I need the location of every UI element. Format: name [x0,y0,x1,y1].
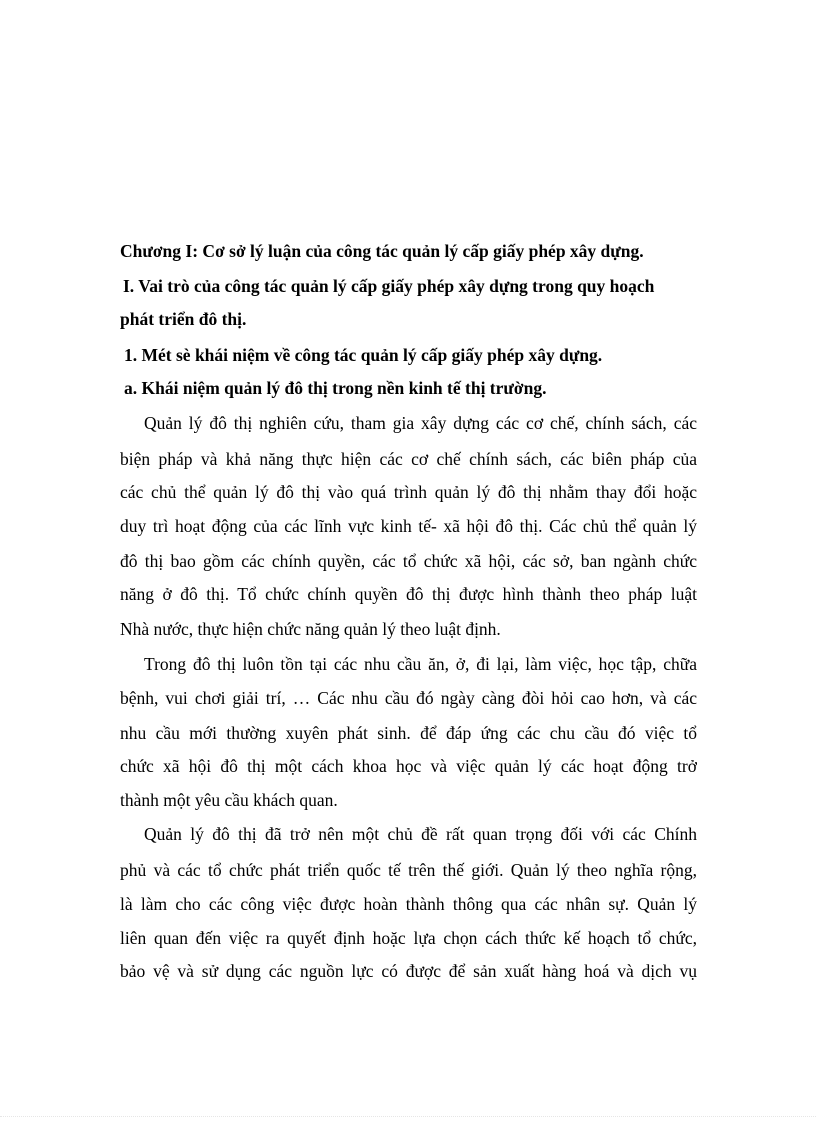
paragraph-1-line-6: năng ở đô thị. Tổ chức chính quyền đô thị được hình thành theo pháp luật [120,584,697,604]
paragraph-3-line-4: liên quan đến việc ra quyết định hoặc lựa chọn cách thức kế hoạch tổ chức, [120,928,697,948]
paragraph-1-line-2: biện pháp và khả năng thực hiện các cơ chế chính sách, các biên pháp của [120,449,697,469]
section-heading-line-1: I. Vai trò của công tác quản lý cấp giấy phép xây dựng trong quy hoạch [123,276,655,296]
paragraph-1-line-5: đô thị bao gồm các chính quyền, các tổ chức xã hội, các sở, ban ngành chức [120,551,697,571]
paragraph-1-line-4: duy trì hoạt động của các lĩnh vực kinh tế- xã hội đô thị. Các chủ thể quản lý [120,516,697,536]
subsection-heading: 1. Mét sè khái niệm về công tác quản lý cấp giấy phép xây dựng. [124,345,603,365]
page-bottom-divider [0,1116,816,1117]
paragraph-2-line-5: thành một yêu cầu khách quan. [120,790,338,810]
paragraph-2-line-2: bệnh, vui chơi giải trí, … Các nhu cầu đó ngày càng đòi hỏi cao hơn, và các [120,688,697,708]
item-heading: a. Khái niệm quản lý đô thị trong nền kinh tế thị trường. [124,378,547,398]
section-heading-line-2: phát triển đô thị. [120,309,247,329]
paragraph-1-line-7: Nhà nước, thực hiện chức năng quản lý theo luật định. [120,619,501,639]
paragraph-3-line-2: phủ và các tổ chức phát triển quốc tế trên thế giới. Quản lý theo nghĩa rộng, [120,860,697,880]
paragraph-3-line-3: là làm cho các công việc được hoàn thành thông qua các nhân sự. Quản lý [120,894,697,914]
paragraph-2-line-3: nhu cầu mới thường xuyên phát sinh. để đáp ứng các chu cầu đó việc tổ [120,723,697,743]
paragraph-3-line-5: bảo vệ và sử dụng các nguồn lực có được để sản xuất hàng hoá và dịch vụ [120,961,697,981]
paragraph-3-line-1: Quản lý đô thị đã trở nên một chủ đề rất quan trọng đối với các Chính [144,824,697,844]
chapter-heading: Chương I: Cơ sở lý luận của công tác quản lý cấp giấy phép xây dựng. [120,241,644,261]
paragraph-2-line-1: Trong đô thị luôn tồn tại các nhu cầu ăn, ở, đi lại, làm việc, học tập, chữa [144,654,697,674]
paragraph-2-line-4: chức xã hội đô thị một cách khoa học và việc quản lý các hoạt động trở [120,756,697,776]
paragraph-1-line-1: Quản lý đô thị nghiên cứu, tham gia xây dựng các cơ chế, chính sách, các [144,413,697,433]
paragraph-1-line-3: các chủ thể quản lý đô thị vào quá trình quản lý đô thị nhằm thay đổi hoặc [120,482,697,502]
